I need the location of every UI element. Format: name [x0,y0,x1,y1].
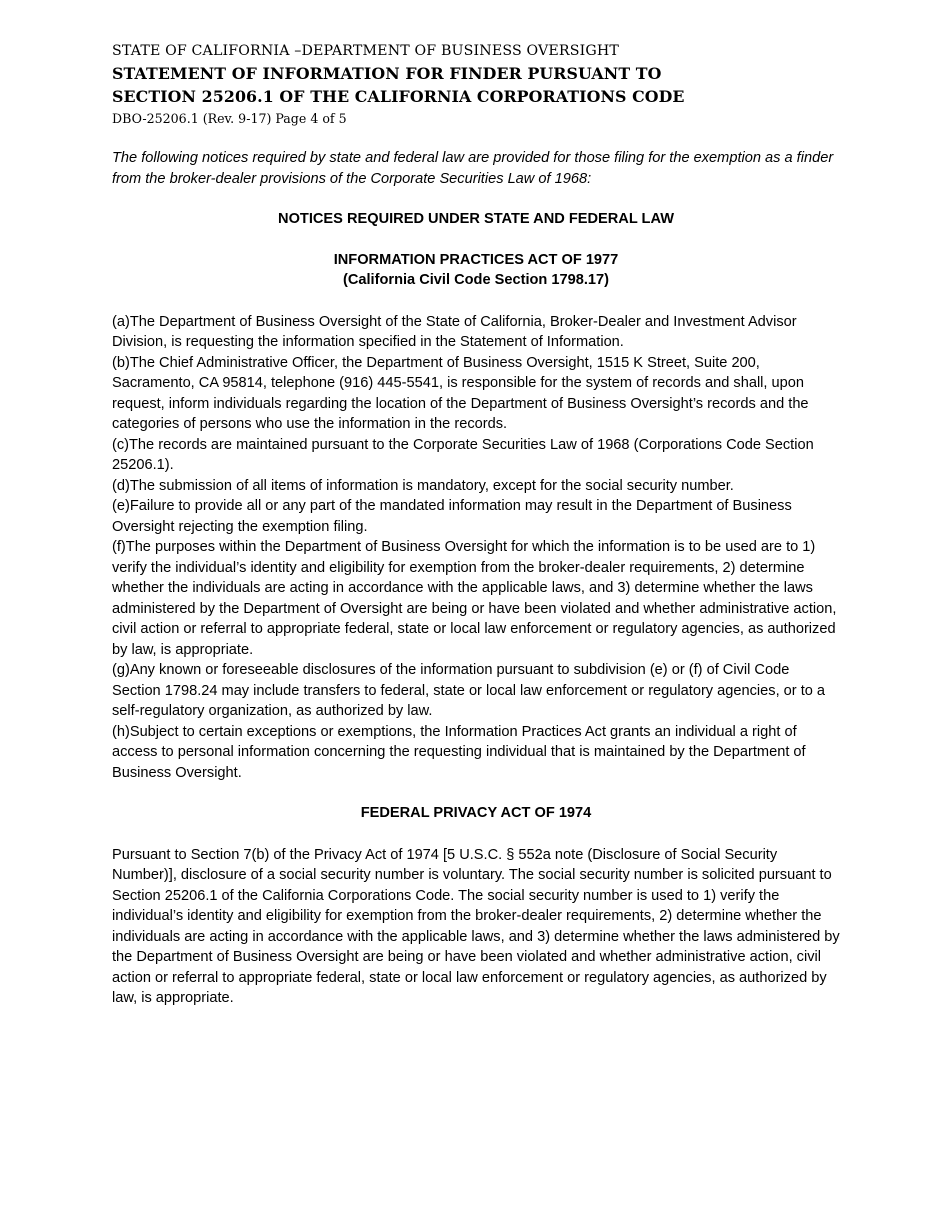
ipa-paragraph-d: (d)The submission of all items of information is mandatory, except for the social security number. [112,477,734,494]
ipa-paragraphs [112,312,840,784]
ipa-paragraph-b: (b)The Chief Administrative Officer, the Department of Business Oversight, 1515 K Street, Suite 200, Sacramento, CA 95814, telephone (916) 445-5541, is responsible for the system of records and shall, upon request, inform individuals regarding the location of the Department of Business Oversight’s records and the categories of persons who use the information in the records. [112,354,809,432]
form-number-page: DBO-25206.1 (Rev. 9-17) Page 4 of 5 [112,111,347,126]
ipa-paragraph-a: (a)The Department of Business Oversight of the State of California, Broker-Dealer and Investment Advisor Division, is requesting the information specified in the Statement of Information. [112,313,797,350]
intro-notice: The following notices required by state and federal law are provided for those filing for the exemption as a finder from the broker-dealer provisions of the Corporate Securities Law of 1968: [112,150,834,187]
ipa-paragraph-c: (c)The records are maintained pursuant to the Corporate Securities Law of 1968 (Corporations Code Section 25206.1). [112,436,814,473]
form-title-line-1: STATEMENT OF INFORMATION FOR FINDER PURSUANT TO [112,64,662,83]
notices-heading: NOTICES REQUIRED UNDER STATE AND FEDERAL LAW [278,211,674,227]
ipa-heading-title: INFORMATION PRACTICES ACT OF 1977 [333,251,619,268]
ipa-heading [112,250,840,291]
federal-privacy-heading: FEDERAL PRIVACY ACT OF 1974 [360,805,592,821]
form-title-line-2: SECTION 25206.1 OF THE CALIFORNIA CORPORATIONS CODE [112,87,685,106]
ipa-paragraph-f: (f)The purposes within the Department of Business Oversight for which the information is to be used are to 1) verify the individual’s identity and eligibility for exemption from the broker-dealer requirements, 2) determine whether the individuals are acting in accordance with the applicable laws, and 3) determine whether the laws administered by the Department of Oversight are being or have been violated and whether administrative action, civil action or referral to appropriate federal, state or local law enforcement or regulatory agencies, as authorized by law, is appropriate. [112,539,837,658]
ipa-heading-citation: (California Civil Code Section 1798.17) [342,272,609,288]
ipa-paragraph-e: (e)Failure to provide all or any part of the mandated information may result in the Department of Business Oversight rejecting the exemption filing. [112,498,792,535]
ipa-paragraph-g: (g)Any known or foreseeable disclosures of the information pursuant to subdivision (e) or (f) of Civil Code Section 1798.24 may include transfers to federal, state or local law enforcement or regulatory agencies, or to a self-regulatory organization, as authorized by law. [112,662,826,719]
agency-header: STATE OF CALIFORNIA –DEPARTMENT OF BUSINESS OVERSIGHT [112,43,619,59]
document-page [112,41,840,1009]
ipa-paragraph-h: (h)Subject to certain exceptions or exemptions, the Information Practices Act grants an individual a right of access to personal information concerning the requesting individual that is maintained by the Department of Business Oversight. [112,723,806,781]
federal-privacy-body: Pursuant to Section 7(b) of the Privacy Act of 1974 [5 U.S.C. § 552a note (Disclosure of Social Security Number)], disclosure of a social security number is voluntary. The social security number is solicited pursuant to Section 25206.1 of the California Corporations Code. The social security number is used to 1) verify the individual’s identity and eligibility for exemption from the broker-dealer requirements, 2) determine whether the individuals are acting in accordance with the applicable laws, and 3) determine whether the laws administered by the Department of Business Oversight are being or have been violated and whether administrative action, civil action or referral to appropriate federal, state or local law enforcement or regulatory agencies, as authorized by law, is appropriate. [112,846,840,1006]
